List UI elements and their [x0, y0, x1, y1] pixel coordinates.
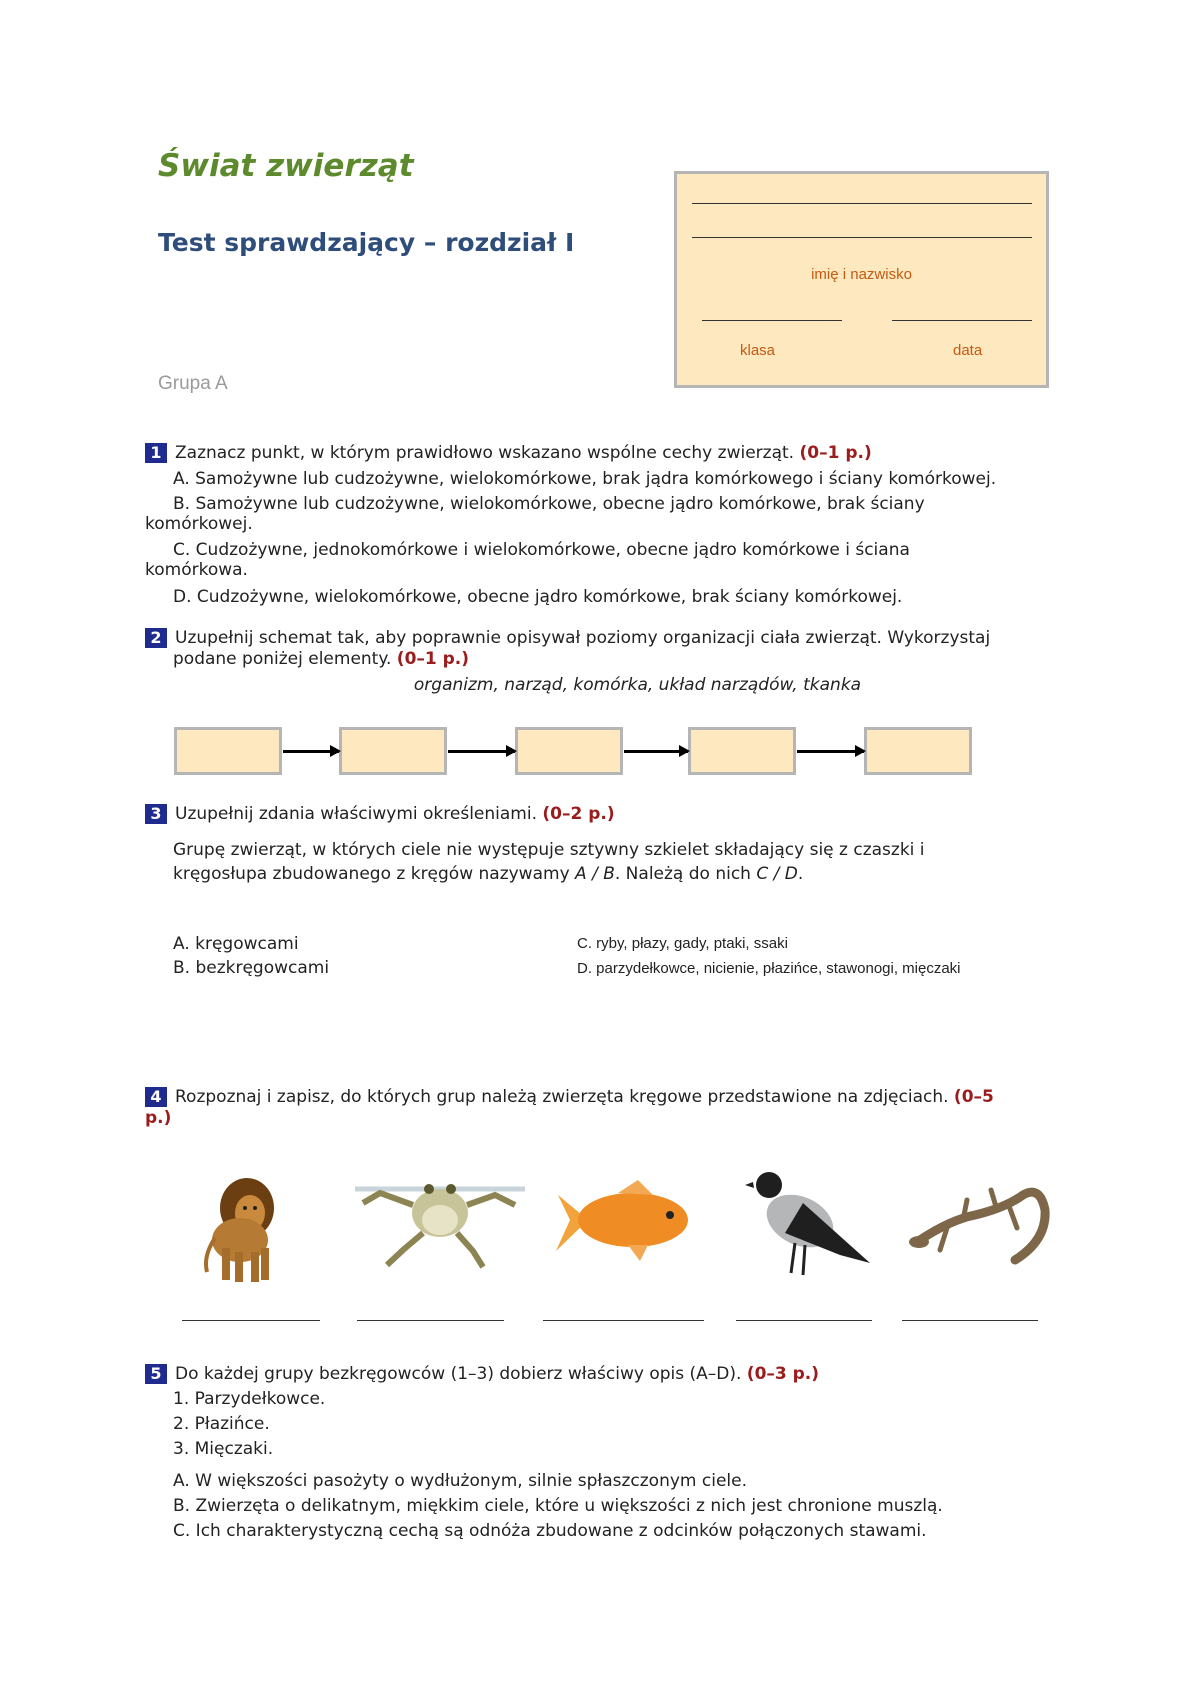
page-title: Świat zwierząt: [158, 148, 414, 184]
question-text: Uzupełnij zdania właściwymi określeniami.: [175, 804, 537, 824]
crow-icon: [745, 1163, 875, 1278]
choice-ab[interactable]: A / B: [575, 864, 615, 884]
q1-option-c[interactable]: C. Cudzożywne, jednokomórkowe i wielokomórkowe, obecne jądro komórkowe i ściana: [173, 540, 910, 560]
answer-line-3[interactable]: [543, 1320, 704, 1321]
q5-group-1: 1. Parzydełkowce.: [173, 1389, 326, 1409]
question-points: (0–1 p.): [799, 443, 872, 463]
schema-box-3[interactable]: [515, 727, 623, 775]
lizard-icon: [905, 1170, 1055, 1270]
name-line-2[interactable]: [692, 237, 1032, 238]
schema-box-1[interactable]: [174, 727, 282, 775]
arrow-icon: [797, 750, 864, 753]
name-label: imię i nazwisko: [811, 266, 912, 283]
question-text: Zaznacz punkt, w którym prawidłowo wskazano wspólne cechy zwierząt.: [175, 443, 795, 463]
fish-icon: [548, 1175, 698, 1265]
class-line[interactable]: [702, 320, 842, 321]
q5-group-2: 2. Płazińce.: [173, 1414, 270, 1434]
question-number: 5: [145, 1364, 167, 1384]
question-text: Rozpoznaj i zapisz, do których grup należą zwierzęta kręgowe przedstawione na zdjęciach.: [175, 1087, 949, 1107]
q3-sentence-line-2: [173, 864, 803, 885]
answer-line-2[interactable]: [357, 1320, 504, 1321]
question-number: 3: [145, 804, 167, 824]
q1-option-d[interactable]: D. Cudzożywne, wielokomórkowe, obecne jądro komórkowe, brak ściany komórkowej.: [173, 587, 903, 607]
schema-box-4[interactable]: [688, 727, 796, 775]
lion-icon: [185, 1168, 305, 1288]
q3-option-d[interactable]: D. parzydełkowce, nicienie, płazińce, stawonogi, mięczaki: [577, 960, 961, 977]
question-text: Uzupełnij schemat tak, aby poprawnie opisywał poziomy organizacji ciała zwierząt. Wykorzystaj: [175, 628, 991, 648]
date-label: data: [953, 342, 983, 359]
question-2-cont: [173, 649, 469, 670]
q1-option-b[interactable]: B. Samożywne lub cudzożywne, wielokomórkowe, obecne jądro komórkowe, brak ściany: [173, 494, 925, 514]
student-info-box: [674, 171, 1049, 388]
answer-line-5[interactable]: [902, 1320, 1038, 1321]
q1-option-c-cont[interactable]: komórkowa.: [145, 560, 248, 580]
schema-box-2[interactable]: [339, 727, 447, 775]
q1-option-b-cont[interactable]: komórkowej.: [145, 514, 253, 534]
answer-line-4[interactable]: [736, 1320, 872, 1321]
page-subtitle: Test sprawdzający – rozdział I: [158, 228, 575, 257]
question-points: (0–3 p.): [746, 1364, 820, 1384]
question-4-cont: [145, 1108, 171, 1129]
question-text: Do każdej grupy bezkręgowców (1–3) dobierz właściwy opis (A–D).: [175, 1364, 742, 1384]
q5-group-3: 3. Mięczaki.: [173, 1439, 274, 1459]
q1-option-a[interactable]: A. Samożywne lub cudzożywne, wielokomórkowe, brak jądra komórkowego i ściany komórkowej.: [173, 469, 997, 489]
q2-elements: organizm, narząd, komórka, układ narządów, tkanka: [413, 675, 862, 695]
question-4: [145, 1087, 994, 1108]
choice-cd[interactable]: C / D: [756, 864, 798, 884]
frog-icon: [355, 1175, 525, 1270]
date-line[interactable]: [892, 320, 1032, 321]
answer-line-1[interactable]: [182, 1320, 320, 1321]
question-points: (0–1 p.): [396, 649, 470, 669]
question-3: [145, 804, 615, 825]
arrow-icon: [624, 750, 688, 753]
question-1: [145, 443, 872, 464]
group-label: Grupa A: [158, 373, 228, 394]
question-text: podane poniżej elementy.: [173, 649, 392, 669]
arrow-icon: [283, 750, 339, 753]
question-5: [145, 1364, 819, 1385]
question-number: 2: [145, 628, 167, 648]
question-points: (0–5: [953, 1087, 994, 1107]
name-line-1[interactable]: [692, 203, 1032, 204]
question-number: 1: [145, 443, 167, 463]
arrow-icon: [448, 750, 515, 753]
q5-description-a[interactable]: A. W większości pasożyty o wydłużonym, silnie spłaszczonym ciele.: [173, 1471, 747, 1491]
q3-option-b[interactable]: B. bezkręgowcami: [173, 958, 330, 978]
q3-option-c[interactable]: C. ryby, płazy, gady, ptaki, ssaki: [577, 935, 788, 952]
sentence-text: .: [797, 864, 804, 884]
sentence-text: . Należą do nich: [614, 864, 757, 884]
question-points: p.): [145, 1108, 172, 1128]
sentence-text: kręgosłupa zbudowanego z kręgów nazywamy: [173, 864, 576, 884]
question-2: [145, 628, 990, 649]
q3-option-a[interactable]: A. kręgowcami: [173, 934, 299, 954]
question-points: (0–2 p.): [542, 804, 615, 824]
q5-description-b[interactable]: B. Zwierzęta o delikatnym, miękkim ciele, które u większości z nich jest chronione muszlą.: [173, 1496, 943, 1516]
schema-box-5[interactable]: [864, 727, 972, 775]
class-label: klasa: [740, 342, 776, 359]
q5-description-c[interactable]: C. Ich charakterystyczną cechą są odnóża zbudowane z odcinków połączonych stawami.: [173, 1521, 927, 1541]
q3-sentence-line-1: Grupę zwierząt, w których ciele nie występuje sztywny szkielet składający się z czaszki i: [173, 840, 925, 860]
question-number: 4: [145, 1087, 167, 1107]
